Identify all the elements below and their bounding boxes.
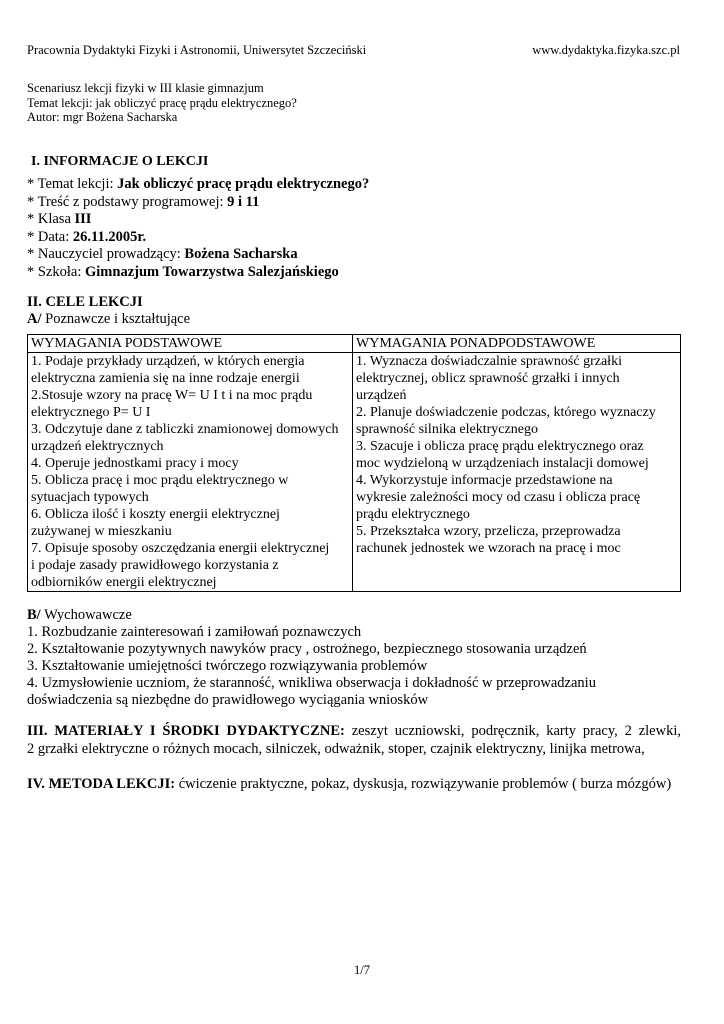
intro-topic: Temat lekcji: jak obliczyć pracę prądu elektrycznego? bbox=[27, 95, 297, 110]
list-item: 6. Oblicza ilość i koszty energii elektrycznej bbox=[31, 507, 280, 522]
list-item: sytuacjach typowych bbox=[31, 490, 149, 505]
list-item: 1. Rozbudzanie zainteresowań i zamiłowań poznawczych bbox=[27, 624, 362, 640]
list-item: 1. Wyznacza doświadczalnie sprawność grzałki bbox=[356, 354, 622, 369]
subsection-a-heading: A/ Poznawcze i kształtujące bbox=[27, 311, 191, 327]
list-item: 4. Uzmysłowienie uczniom, że staranność, wnikliwa obserwacja i dokładność w przeprowadzaniu bbox=[27, 675, 596, 691]
list-item: sprawność silnika elektrycznego bbox=[356, 422, 538, 437]
table-row bbox=[28, 353, 681, 592]
subsection-b-heading: B/ Wychowawcze bbox=[27, 607, 132, 623]
section-3-materials bbox=[27, 722, 681, 758]
materials-line-1: III. MATERIAŁY I ŚRODKI DYDAKTYCZNE: zeszyt uczniowski, podręcznik, karty pracy, 2 zlewki, bbox=[27, 723, 681, 739]
info-topic: * Temat lekcji: Jak obliczyć pracę prądu elektrycznego? bbox=[27, 176, 370, 192]
list-item: elektrycznej, oblicz sprawność grzałki i innych bbox=[356, 371, 620, 386]
requirements-table bbox=[27, 334, 681, 592]
header-website: www.dydaktyka.fizyka.szc.pl bbox=[532, 43, 680, 57]
list-item: 5. Przekształca wzory, przelicza, przeprowadza bbox=[356, 524, 621, 539]
list-item: doświadczenia są niezbędne do prawidłowego wyciągania wniosków bbox=[27, 692, 429, 708]
materials-line-2: 2 grzałki elektryczne o różnych mocach, silniczek, odważnik, stoper, czajnik elektryczny, linijka metrowa, bbox=[27, 741, 645, 757]
basic-requirements-cell bbox=[28, 353, 353, 592]
info-curriculum: * Treść z podstawy programowej: 9 i 11 bbox=[27, 193, 260, 210]
list-item: prądu elektrycznego bbox=[356, 507, 470, 522]
lesson-info-list bbox=[27, 176, 369, 281]
info-school: * Szkoła: Gimnazjum Towarzystwa Salezjańskiego bbox=[27, 263, 339, 280]
list-item: 4. Operuje jednostkami pracy i mocy bbox=[31, 456, 239, 471]
list-item: urządzeń elektrycznych bbox=[31, 439, 164, 454]
list-item: 3. Szacuje i oblicza pracę prądu elektrycznego oraz bbox=[356, 439, 644, 454]
intro-author: Autor: mgr Bożena Sacharska bbox=[27, 110, 178, 124]
extended-requirements-cell bbox=[353, 353, 681, 592]
section-1-title: I. INFORMACJE O LEKCJI bbox=[31, 154, 209, 169]
table-header-row bbox=[28, 335, 681, 353]
list-item: wykresie zależności mocy od czasu i oblicza pracę bbox=[356, 490, 641, 505]
list-item: 2. Planuje doświadczenie podczas, którego wyznaczy bbox=[356, 405, 656, 420]
info-class: * Klasa III bbox=[27, 211, 92, 227]
intro-block bbox=[27, 81, 297, 125]
list-item: odbiorników energii elektrycznej bbox=[31, 575, 217, 590]
info-date: * Data: 26.11.2005r. bbox=[27, 228, 147, 245]
list-item: 7. Opisuje sposoby oszczędzania energii elektrycznej bbox=[31, 541, 330, 556]
list-item: 2. Kształtowanie pozytywnych nawyków pracy , ostrożnego, bezpiecznego stosowania urządzeń bbox=[27, 641, 587, 657]
list-item: 2.Stosuje wzory na pracę W= U I t i na moc prądu bbox=[31, 388, 313, 403]
list-item: moc wydzieloną w urządzeniach instalacji domowej bbox=[356, 456, 649, 471]
list-item: elektryczna zamienia się na inne rodzaje energii bbox=[31, 371, 300, 386]
list-item: rachunek jednostek we wzorach na pracę i moc bbox=[356, 541, 621, 556]
page-number: 1/7 bbox=[354, 963, 370, 977]
list-item: 3. Odczytuje dane z tabliczki znamionowej domowych bbox=[31, 422, 339, 437]
intro-scenario: Scenariusz lekcji fizyki w III klasie gimnazjum bbox=[27, 81, 264, 95]
list-item: 1. Podaje przykłady urządzeń, w których energia bbox=[31, 354, 305, 369]
list-item: 4. Wykorzystuje informacje przedstawione na bbox=[356, 473, 613, 488]
list-item: i podaje zasady prawidłowego korzystania z bbox=[31, 558, 279, 573]
list-item: elektrycznego P= U I bbox=[31, 405, 151, 420]
header-extended-requirements: WYMAGANIA PONADPODSTAWOWE bbox=[353, 335, 681, 353]
info-teacher: * Nauczyciel prowadzący: Bożena Sacharska bbox=[27, 246, 298, 262]
header-institution: Pracownia Dydaktyki Fizyki i Astronomii, Uniwersytet Szczeciński bbox=[27, 43, 367, 57]
subsection-b bbox=[27, 607, 596, 709]
section-4-method: IV. METODA LEKCJI: ćwiczenie praktyczne, pokaz, dyskusja, rozwiązywanie problemów ( burza mózgów) bbox=[27, 776, 672, 792]
list-item: 3. Kształtowanie umiejętności twórczego rozwiązywania problemów bbox=[27, 658, 428, 674]
list-item: 5. Oblicza pracę i moc prądu elektrycznego w bbox=[31, 473, 289, 488]
list-item: urządzeń bbox=[356, 388, 407, 403]
header-basic-requirements: WYMAGANIA PODSTAWOWE bbox=[28, 335, 353, 353]
section-2-title: II. CELE LEKCJI bbox=[27, 294, 143, 310]
list-item: zużywanej w mieszkaniu bbox=[31, 524, 172, 539]
